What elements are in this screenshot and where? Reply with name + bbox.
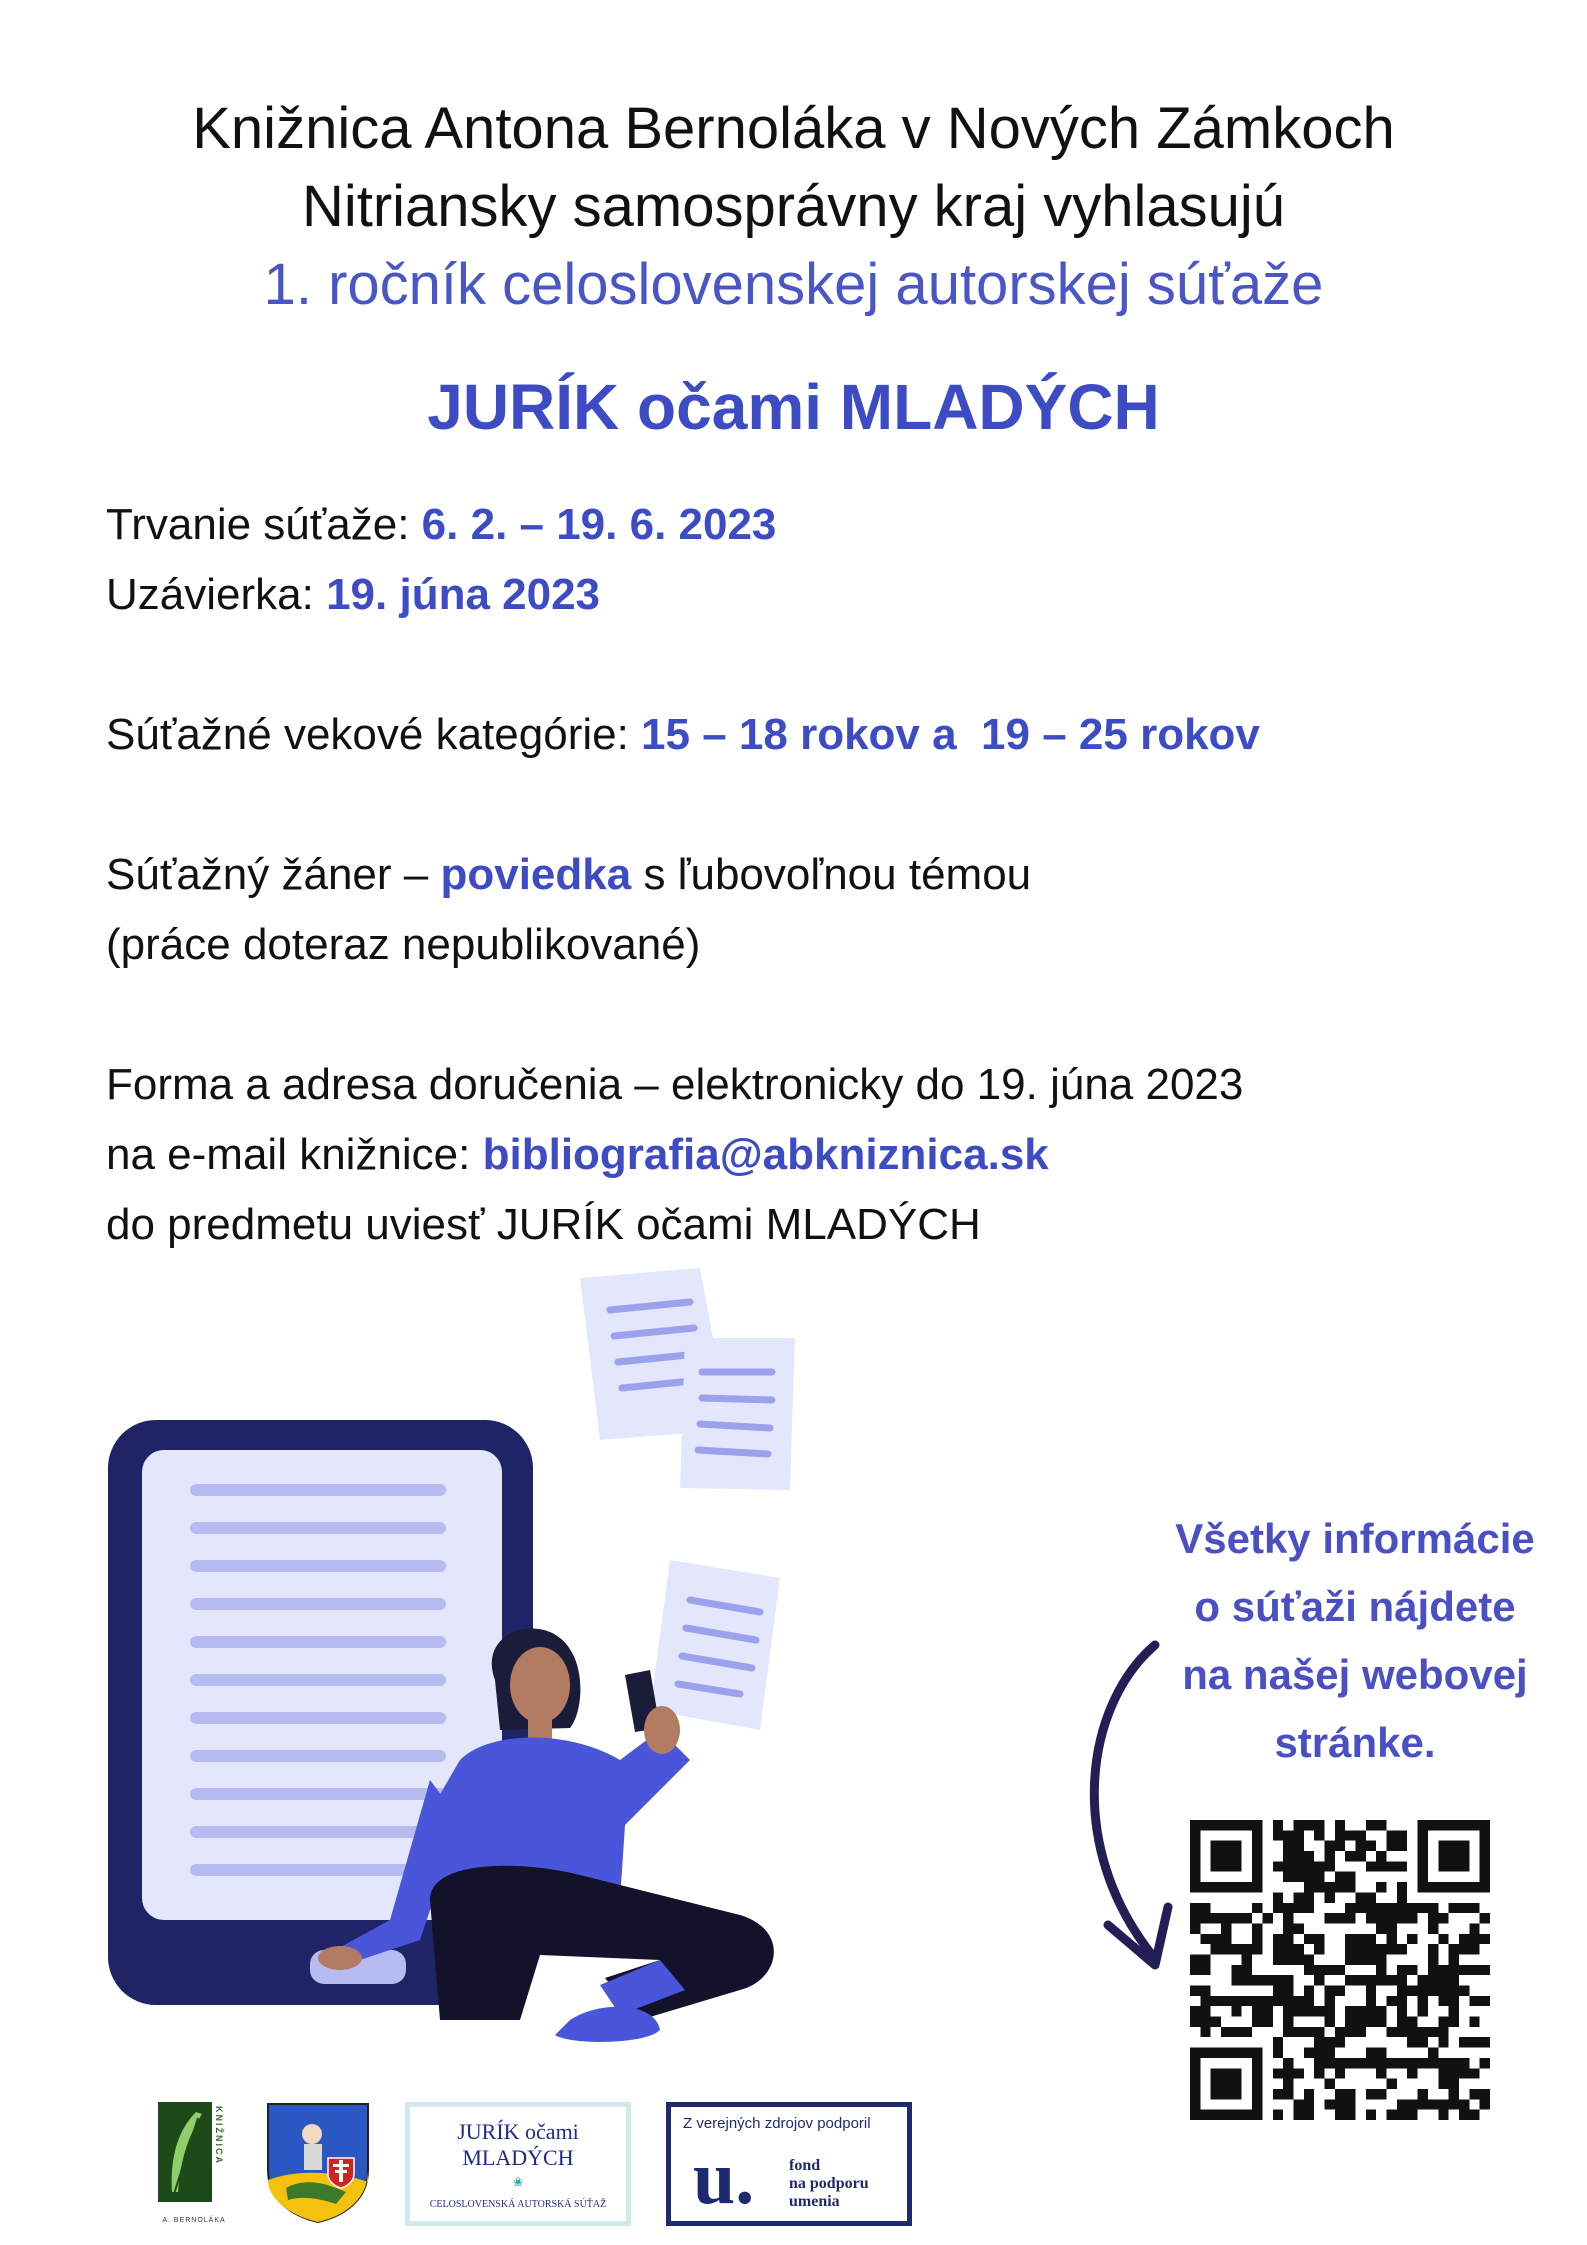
categories-line xyxy=(106,700,1260,770)
genre-prefix: Súťažný žáner – xyxy=(106,850,441,899)
header xyxy=(0,90,1587,324)
fund-logo-name xyxy=(789,2157,869,2211)
edition-line: 1. ročník celoslovenskej autorskej súťaže xyxy=(263,252,1324,317)
paper-icon-3 xyxy=(650,1560,780,1730)
contest-logo-subtitle: CELOSLOVENSKÁ AUTORSKÁ SÚŤAŽ xyxy=(429,2199,607,2210)
curved-arrow-icon xyxy=(1060,1625,1210,2005)
categories-value: 15 – 18 rokov a 19 – 25 rokov xyxy=(641,710,1260,759)
paper-icon-2 xyxy=(680,1338,795,1490)
callout-line: Všetky informácie xyxy=(1175,1515,1535,1562)
fund-logo-name-3: umenia xyxy=(789,2193,840,2210)
email-line xyxy=(106,1120,1049,1190)
crest-icon xyxy=(264,2100,372,2224)
callout-line: na našej webovej xyxy=(1182,1651,1528,1698)
deadline-line xyxy=(106,560,600,630)
page-title: JURÍK očami MLADÝCH xyxy=(427,371,1160,443)
contest-logo-title: JURÍK očami xyxy=(457,2119,579,2144)
fund-logo-letter: u. xyxy=(693,2136,755,2220)
contest-logo-ornament-icon: ❀ xyxy=(512,2175,524,2189)
genre-suffix: s ľubovoľnou témou xyxy=(631,850,1032,899)
genre-highlight: poviedka xyxy=(440,850,632,899)
fund-logo xyxy=(666,2102,912,2226)
callout-line: o súťaži nájdete xyxy=(1194,1583,1516,1630)
contest-logo-title-2: MLADÝCH xyxy=(462,2145,574,2170)
library-logo-caption: A. BERNOLÁKA xyxy=(162,2217,226,2224)
fund-logo-name-1: fond xyxy=(789,2157,821,2174)
partner-logos xyxy=(0,2092,1587,2232)
callout-line: stránke. xyxy=(1274,1719,1436,1766)
reading-illustration xyxy=(100,1260,860,2090)
genre-note: (práce doteraz nepublikované) xyxy=(106,920,701,969)
qr-code[interactable] xyxy=(1190,1820,1490,2120)
region-crest xyxy=(264,2100,372,2224)
fund-logo-name-2: na podporu xyxy=(789,2175,869,2192)
website-callout xyxy=(1155,1505,1555,1777)
email-link[interactable]: bibliografia@abkniznica.sk xyxy=(482,1130,1049,1179)
deadline-value: 19. júna 2023 xyxy=(326,570,601,619)
fund-logo-caption: Z verejných zdrojov podporil xyxy=(683,2115,871,2132)
library-logo-vertical-text: KNIŽNICA xyxy=(214,2106,224,2165)
co-organizer-line: Nitriansky samosprávny kraj vyhlasujú xyxy=(301,174,1286,239)
email-label: na e-mail knižnice: xyxy=(106,1130,483,1179)
organizer-line: Knižnica Antona Bernoláka v Nových Zámkoch xyxy=(192,96,1395,161)
subject-line: do predmetu uviesť JURÍK očami MLADÝCH xyxy=(106,1200,981,1249)
deadline-label: Uzávierka: xyxy=(106,570,327,619)
duration-label: Trvanie súťaže: xyxy=(106,500,422,549)
library-logo xyxy=(158,2102,230,2224)
delivery-line: Forma a adresa doručenia – elektronicky do 19. júna 2023 xyxy=(106,1060,1244,1109)
contest-logo xyxy=(405,2102,631,2226)
genre-line xyxy=(106,840,1031,910)
duration-value: 6. 2. – 19. 6. 2023 xyxy=(421,500,777,549)
categories-label: Súťažné vekové kategórie: xyxy=(106,710,642,759)
duration-line xyxy=(106,490,776,560)
